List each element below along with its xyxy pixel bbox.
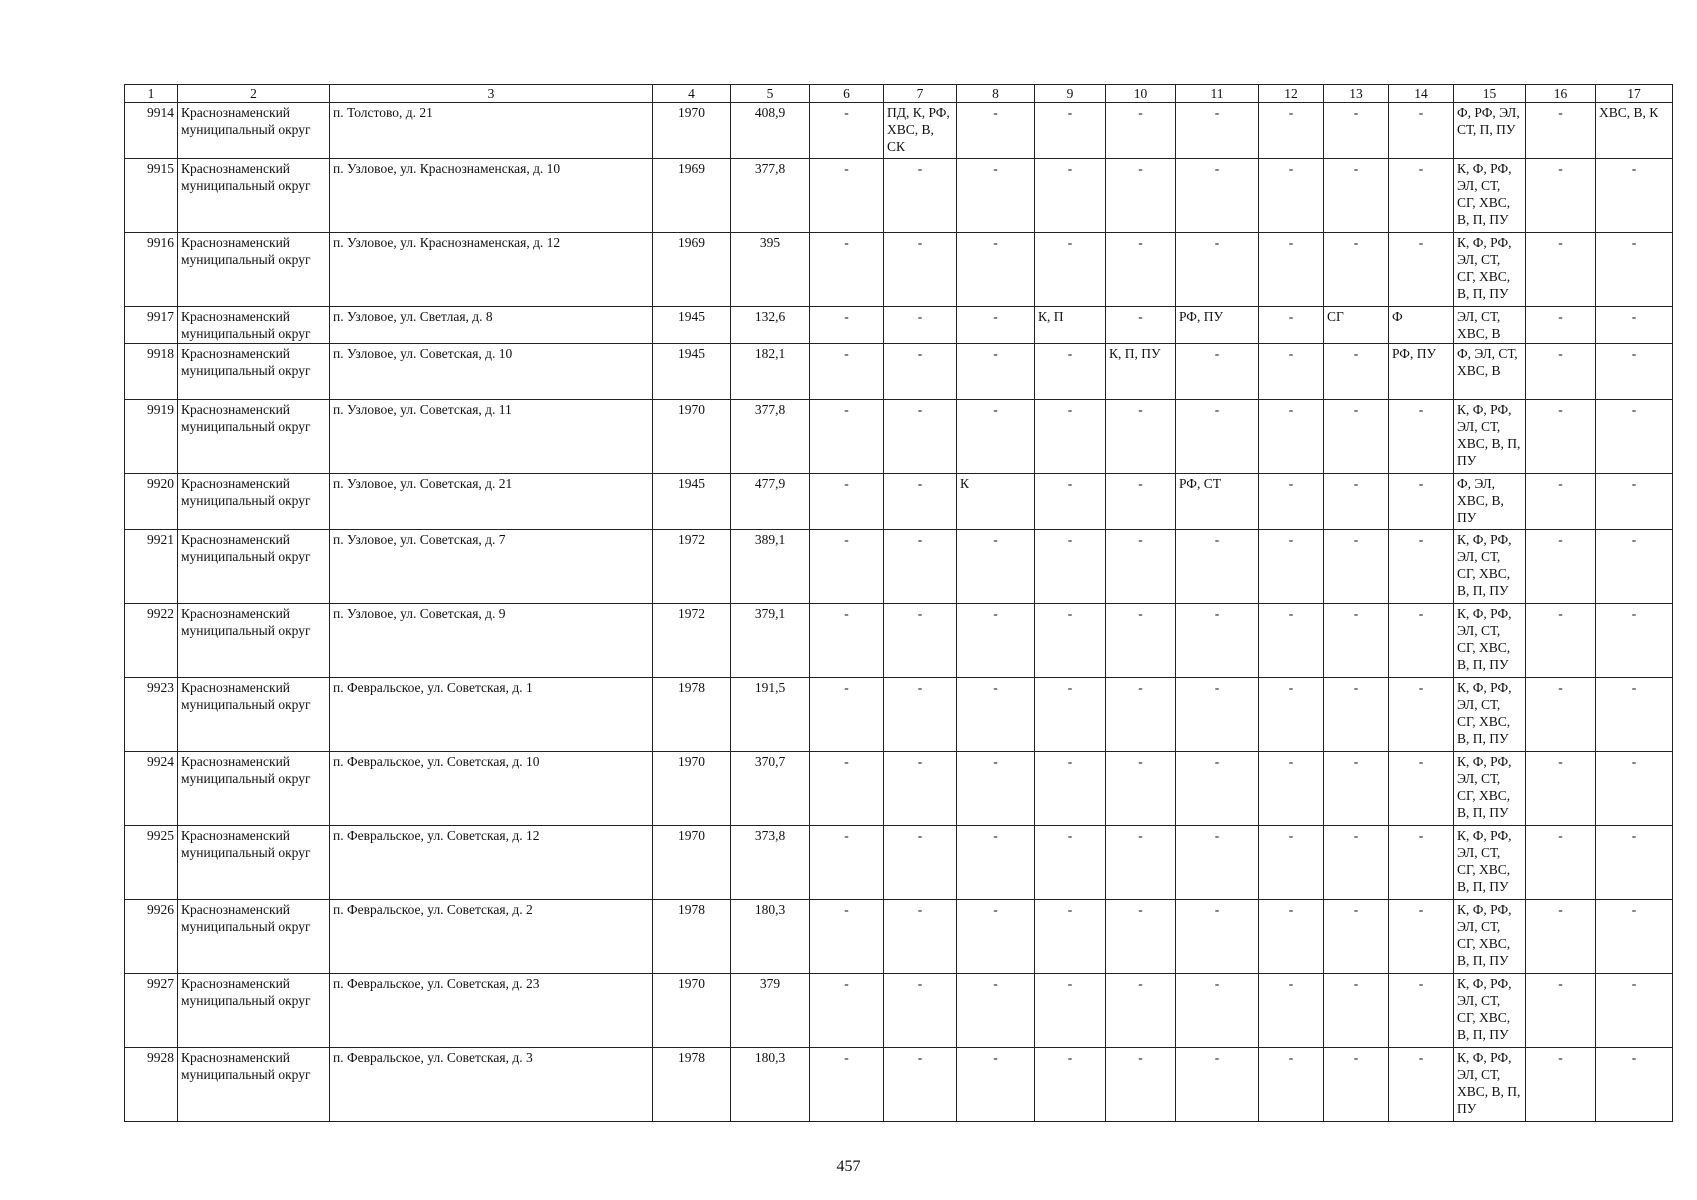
cell-col-8: - [957,344,1035,400]
cell-col-3: п. Узловое, ул. Краснознаменская, д. 12 [330,233,653,307]
cell-col-4: 1978 [653,1048,731,1122]
cell-col-7: - [884,344,957,400]
column-header-15: 15 [1454,85,1526,103]
cell-col-9: - [1035,159,1106,233]
table-row [125,530,1673,604]
cell-col-6: - [810,103,884,159]
cell-col-9: - [1035,900,1106,974]
cell-col-5: 395 [731,233,810,307]
table-body [125,103,1673,1122]
cell-col-16: - [1526,233,1596,307]
cell-col-11: - [1176,103,1259,159]
cell-col-13: - [1324,752,1389,826]
cell-col-15: ЭЛ, СТ, ХВС, В [1454,307,1526,344]
cell-col-14: РФ, ПУ [1389,344,1454,400]
cell-col-10: - [1106,826,1176,900]
column-header-12: 12 [1259,85,1324,103]
registry-table [124,84,1673,1122]
cell-col-9: - [1035,344,1106,400]
cell-col-9: К, П [1035,307,1106,344]
cell-col-2: Краснознаменский муниципальный округ [178,474,330,530]
cell-col-13: - [1324,974,1389,1048]
cell-col-15: Ф, ЭЛ, ХВС, В, ПУ [1454,474,1526,530]
cell-col-6: - [810,604,884,678]
cell-col-1: 9918 [125,344,178,400]
cell-col-12: - [1259,400,1324,474]
cell-col-9: - [1035,678,1106,752]
cell-col-8: - [957,974,1035,1048]
cell-col-3: п. Узловое, ул. Советская, д. 10 [330,344,653,400]
cell-col-8: - [957,307,1035,344]
cell-col-5: 379,1 [731,604,810,678]
cell-col-14: - [1389,233,1454,307]
column-header-16: 16 [1526,85,1596,103]
cell-col-12: - [1259,474,1324,530]
cell-col-5: 377,8 [731,159,810,233]
cell-col-16: - [1526,103,1596,159]
cell-col-10: - [1106,900,1176,974]
cell-col-6: - [810,307,884,344]
cell-col-1: 9927 [125,974,178,1048]
cell-col-13: - [1324,826,1389,900]
cell-col-5: 408,9 [731,103,810,159]
cell-col-11: - [1176,826,1259,900]
cell-col-6: - [810,678,884,752]
table-row [125,678,1673,752]
cell-col-2: Краснознаменский муниципальный округ [178,604,330,678]
cell-col-15: Ф, РФ, ЭЛ, СТ, П, ПУ [1454,103,1526,159]
cell-col-6: - [810,900,884,974]
cell-col-5: 477,9 [731,474,810,530]
cell-col-1: 9928 [125,1048,178,1122]
cell-col-16: - [1526,159,1596,233]
cell-col-17: - [1596,752,1673,826]
cell-col-8: - [957,604,1035,678]
cell-col-2: Краснознаменский муниципальный округ [178,159,330,233]
cell-col-9: - [1035,974,1106,1048]
column-header-14: 14 [1389,85,1454,103]
table-row [125,233,1673,307]
cell-col-16: - [1526,344,1596,400]
cell-col-4: 1969 [653,233,731,307]
column-header-5: 5 [731,85,810,103]
cell-col-8: - [957,159,1035,233]
cell-col-16: - [1526,474,1596,530]
cell-col-10: - [1106,752,1176,826]
cell-col-9: - [1035,400,1106,474]
column-header-13: 13 [1324,85,1389,103]
cell-col-1: 9919 [125,400,178,474]
cell-col-15: К, Ф, РФ, ЭЛ, СТ, СГ, ХВС, В, П, ПУ [1454,974,1526,1048]
cell-col-12: - [1259,974,1324,1048]
cell-col-7: - [884,752,957,826]
cell-col-13: - [1324,678,1389,752]
cell-col-9: - [1035,474,1106,530]
cell-col-15: К, Ф, РФ, ЭЛ, СТ, ХВС, В, П, ПУ [1454,400,1526,474]
cell-col-8: - [957,678,1035,752]
cell-col-5: 132,6 [731,307,810,344]
cell-col-6: - [810,344,884,400]
cell-col-11: РФ, СТ [1176,474,1259,530]
column-header-4: 4 [653,85,731,103]
table-row [125,103,1673,159]
cell-col-13: - [1324,344,1389,400]
cell-col-10: - [1106,678,1176,752]
cell-col-17: ХВС, В, К [1596,103,1673,159]
cell-col-15: К, Ф, РФ, ЭЛ, СТ, СГ, ХВС, В, П, ПУ [1454,826,1526,900]
cell-col-5: 373,8 [731,826,810,900]
cell-col-12: - [1259,678,1324,752]
cell-col-17: - [1596,1048,1673,1122]
column-header-1: 1 [125,85,178,103]
cell-col-14: - [1389,103,1454,159]
cell-col-1: 9923 [125,678,178,752]
cell-col-17: - [1596,400,1673,474]
page-number: 457 [836,1158,861,1175]
cell-col-4: 1945 [653,474,731,530]
cell-col-7: - [884,604,957,678]
cell-col-10: - [1106,159,1176,233]
table-row [125,474,1673,530]
cell-col-6: - [810,233,884,307]
cell-col-14: - [1389,1048,1454,1122]
cell-col-6: - [810,974,884,1048]
cell-col-4: 1970 [653,974,731,1048]
cell-col-14: Ф [1389,307,1454,344]
cell-col-16: - [1526,974,1596,1048]
cell-col-17: - [1596,233,1673,307]
cell-col-12: - [1259,159,1324,233]
cell-col-5: 182,1 [731,344,810,400]
table-row [125,752,1673,826]
cell-col-16: - [1526,1048,1596,1122]
column-header-3: 3 [330,85,653,103]
cell-col-6: - [810,400,884,474]
cell-col-16: - [1526,604,1596,678]
cell-col-2: Краснознаменский муниципальный округ [178,344,330,400]
cell-col-10: - [1106,1048,1176,1122]
cell-col-15: К, Ф, РФ, ЭЛ, СТ, СГ, ХВС, В, П, ПУ [1454,530,1526,604]
cell-col-1: 9921 [125,530,178,604]
column-header-9: 9 [1035,85,1106,103]
cell-col-14: - [1389,826,1454,900]
cell-col-7: - [884,678,957,752]
cell-col-14: - [1389,974,1454,1048]
cell-col-1: 9916 [125,233,178,307]
cell-col-14: - [1389,474,1454,530]
cell-col-11: - [1176,678,1259,752]
column-header-8: 8 [957,85,1035,103]
cell-col-9: - [1035,1048,1106,1122]
cell-col-15: К, Ф, РФ, ЭЛ, СТ, ХВС, В, П, ПУ [1454,1048,1526,1122]
cell-col-6: - [810,159,884,233]
cell-col-1: 9925 [125,826,178,900]
cell-col-16: - [1526,900,1596,974]
cell-col-14: - [1389,159,1454,233]
cell-col-9: - [1035,604,1106,678]
cell-col-14: - [1389,530,1454,604]
cell-col-15: К, Ф, РФ, ЭЛ, СТ, СГ, ХВС, В, П, ПУ [1454,752,1526,826]
cell-col-4: 1969 [653,159,731,233]
cell-col-17: - [1596,307,1673,344]
cell-col-16: - [1526,678,1596,752]
cell-col-11: - [1176,604,1259,678]
cell-col-17: - [1596,474,1673,530]
cell-col-15: К, Ф, РФ, ЭЛ, СТ, СГ, ХВС, В, П, ПУ [1454,233,1526,307]
cell-col-15: К, Ф, РФ, ЭЛ, СТ, СГ, ХВС, В, П, ПУ [1454,900,1526,974]
cell-col-9: - [1035,752,1106,826]
cell-col-8: - [957,400,1035,474]
cell-col-11: - [1176,900,1259,974]
cell-col-11: - [1176,752,1259,826]
cell-col-7: - [884,900,957,974]
cell-col-7: - [884,307,957,344]
cell-col-15: К, Ф, РФ, ЭЛ, СТ, СГ, ХВС, В, П, ПУ [1454,604,1526,678]
cell-col-15: К, Ф, РФ, ЭЛ, СТ, СГ, ХВС, В, П, ПУ [1454,678,1526,752]
cell-col-10: - [1106,604,1176,678]
cell-col-1: 9920 [125,474,178,530]
cell-col-2: Краснознаменский муниципальный округ [178,400,330,474]
cell-col-12: - [1259,1048,1324,1122]
cell-col-16: - [1526,307,1596,344]
column-header-10: 10 [1106,85,1176,103]
cell-col-14: - [1389,678,1454,752]
cell-col-4: 1970 [653,103,731,159]
cell-col-1: 9926 [125,900,178,974]
table-row [125,159,1673,233]
cell-col-11: - [1176,1048,1259,1122]
cell-col-2: Краснознаменский муниципальный округ [178,1048,330,1122]
cell-col-13: - [1324,900,1389,974]
cell-col-17: - [1596,604,1673,678]
cell-col-11: РФ, ПУ [1176,307,1259,344]
cell-col-6: - [810,530,884,604]
cell-col-7: - [884,400,957,474]
cell-col-3: п. Узловое, ул. Светлая, д. 8 [330,307,653,344]
cell-col-4: 1970 [653,752,731,826]
cell-col-13: - [1324,159,1389,233]
cell-col-5: 370,7 [731,752,810,826]
cell-col-12: - [1259,307,1324,344]
cell-col-3: п. Февральское, ул. Советская, д. 1 [330,678,653,752]
cell-col-2: Краснознаменский муниципальный округ [178,752,330,826]
cell-col-17: - [1596,826,1673,900]
cell-col-17: - [1596,159,1673,233]
cell-col-2: Краснознаменский муниципальный округ [178,900,330,974]
cell-col-10: - [1106,974,1176,1048]
cell-col-7: - [884,159,957,233]
table-row [125,900,1673,974]
cell-col-3: п. Узловое, ул. Советская, д. 21 [330,474,653,530]
cell-col-7: - [884,826,957,900]
cell-col-3: п. Февральское, ул. Советская, д. 2 [330,900,653,974]
cell-col-8: - [957,1048,1035,1122]
cell-col-5: 379 [731,974,810,1048]
cell-col-10: - [1106,474,1176,530]
cell-col-13: - [1324,400,1389,474]
column-header-6: 6 [810,85,884,103]
cell-col-4: 1945 [653,344,731,400]
cell-col-7: - [884,1048,957,1122]
cell-col-2: Краснознаменский муниципальный округ [178,233,330,307]
cell-col-5: 191,5 [731,678,810,752]
column-header-17: 17 [1596,85,1673,103]
cell-col-2: Краснознаменский муниципальный округ [178,530,330,604]
cell-col-12: - [1259,826,1324,900]
cell-col-12: - [1259,344,1324,400]
cell-col-8: К [957,474,1035,530]
cell-col-17: - [1596,678,1673,752]
cell-col-2: Краснознаменский муниципальный округ [178,678,330,752]
cell-col-1: 9914 [125,103,178,159]
cell-col-8: - [957,826,1035,900]
cell-col-4: 1972 [653,604,731,678]
cell-col-4: 1972 [653,530,731,604]
cell-col-10: - [1106,233,1176,307]
cell-col-5: 377,8 [731,400,810,474]
cell-col-13: - [1324,1048,1389,1122]
column-header-2: 2 [178,85,330,103]
cell-col-3: п. Февральское, ул. Советская, д. 10 [330,752,653,826]
cell-col-5: 389,1 [731,530,810,604]
cell-col-10: - [1106,530,1176,604]
cell-col-17: - [1596,974,1673,1048]
cell-col-8: - [957,752,1035,826]
cell-col-13: - [1324,233,1389,307]
cell-col-12: - [1259,604,1324,678]
cell-col-16: - [1526,752,1596,826]
cell-col-14: - [1389,400,1454,474]
cell-col-6: - [810,752,884,826]
cell-col-3: п. Узловое, ул. Советская, д. 7 [330,530,653,604]
cell-col-1: 9915 [125,159,178,233]
cell-col-8: - [957,900,1035,974]
cell-col-11: - [1176,974,1259,1048]
cell-col-11: - [1176,344,1259,400]
column-header-11: 11 [1176,85,1259,103]
cell-col-7: - [884,474,957,530]
cell-col-4: 1970 [653,826,731,900]
header-row [125,85,1673,103]
cell-col-3: п. Узловое, ул. Краснознаменская, д. 10 [330,159,653,233]
cell-col-2: Краснознаменский муниципальный округ [178,974,330,1048]
cell-col-11: - [1176,400,1259,474]
table-row [125,974,1673,1048]
table-row [125,344,1673,400]
cell-col-10: - [1106,400,1176,474]
cell-col-5: 180,3 [731,900,810,974]
table-row [125,307,1673,344]
cell-col-12: - [1259,752,1324,826]
cell-col-3: п. Февральское, ул. Советская, д. 23 [330,974,653,1048]
cell-col-1: 9917 [125,307,178,344]
cell-col-13: СГ [1324,307,1389,344]
table-row [125,826,1673,900]
cell-col-13: - [1324,530,1389,604]
cell-col-10: - [1106,103,1176,159]
cell-col-7: - [884,530,957,604]
cell-col-15: Ф, ЭЛ, СТ, ХВС, В [1454,344,1526,400]
cell-col-13: - [1324,103,1389,159]
cell-col-8: - [957,233,1035,307]
cell-col-9: - [1035,233,1106,307]
cell-col-16: - [1526,530,1596,604]
cell-col-6: - [810,474,884,530]
column-header-7: 7 [884,85,957,103]
cell-col-3: п. Февральское, ул. Советская, д. 12 [330,826,653,900]
cell-col-2: Краснознаменский муниципальный округ [178,307,330,344]
cell-col-11: - [1176,233,1259,307]
cell-col-12: - [1259,530,1324,604]
cell-col-4: 1970 [653,400,731,474]
cell-col-9: - [1035,103,1106,159]
cell-col-4: 1945 [653,307,731,344]
cell-col-14: - [1389,604,1454,678]
cell-col-8: - [957,103,1035,159]
cell-col-12: - [1259,103,1324,159]
cell-col-6: - [810,826,884,900]
cell-col-13: - [1324,474,1389,530]
cell-col-3: п. Толстово, д. 21 [330,103,653,159]
table-row [125,400,1673,474]
cell-col-12: - [1259,900,1324,974]
cell-col-16: - [1526,826,1596,900]
cell-col-17: - [1596,900,1673,974]
cell-col-11: - [1176,530,1259,604]
cell-col-2: Краснознаменский муниципальный округ [178,103,330,159]
cell-col-10: К, П, ПУ [1106,344,1176,400]
cell-col-7: ПД, К, РФ, ХВС, В, СК [884,103,957,159]
cell-col-7: - [884,233,957,307]
cell-col-15: К, Ф, РФ, ЭЛ, СТ, СГ, ХВС, В, П, ПУ [1454,159,1526,233]
cell-col-17: - [1596,344,1673,400]
cell-col-12: - [1259,233,1324,307]
cell-col-7: - [884,974,957,1048]
cell-col-17: - [1596,530,1673,604]
cell-col-2: Краснознаменский муниципальный округ [178,826,330,900]
cell-col-5: 180,3 [731,1048,810,1122]
table-row [125,1048,1673,1122]
cell-col-16: - [1526,400,1596,474]
cell-col-11: - [1176,159,1259,233]
cell-col-6: - [810,1048,884,1122]
cell-col-3: п. Узловое, ул. Советская, д. 9 [330,604,653,678]
table-row [125,604,1673,678]
cell-col-10: - [1106,307,1176,344]
cell-col-9: - [1035,530,1106,604]
cell-col-13: - [1324,604,1389,678]
cell-col-4: 1978 [653,900,731,974]
cell-col-14: - [1389,900,1454,974]
cell-col-3: п. Узловое, ул. Советская, д. 11 [330,400,653,474]
cell-col-14: - [1389,752,1454,826]
cell-col-4: 1978 [653,678,731,752]
cell-col-1: 9924 [125,752,178,826]
cell-col-8: - [957,530,1035,604]
cell-col-3: п. Февральское, ул. Советская, д. 3 [330,1048,653,1122]
cell-col-9: - [1035,826,1106,900]
cell-col-1: 9922 [125,604,178,678]
